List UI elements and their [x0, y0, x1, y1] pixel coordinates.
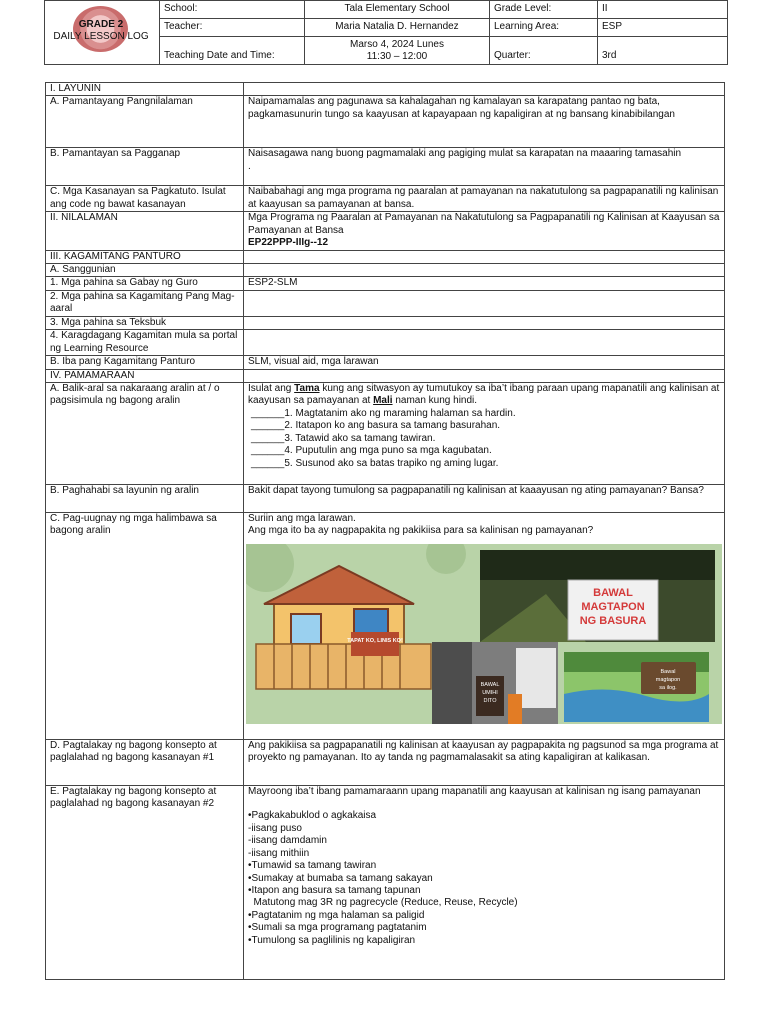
- row-a-value: Naipamamalas ang pagunawa sa kahalagahan ng kamalayan sa karapatang pantao ng bata, pagkamasunurin tungo sa kaayusan at kapayapaan ng kapaligiran at ng bansang kinabibilangan: [244, 96, 725, 148]
- e-intro: Mayroong iba’t ibang pamamaraann upang mapanatili ang kaayusan at kalinisan ng isang pamayanan: [248, 786, 701, 798]
- school-label: School:: [160, 1, 305, 19]
- iba-value: SLM, visual aid, mga larawan: [244, 356, 725, 369]
- nilalaman-label: II. NILALAMAN: [46, 212, 244, 250]
- header-table: [44, 0, 728, 65]
- sign3-text: magtapon: [655, 676, 681, 683]
- s3-label: 3. Mga pahina sa Teksbuk: [46, 316, 244, 329]
- date-value: Marso 4, 2024 Lunes: [350, 39, 444, 50]
- s2-label: 2. Mga pahina sa Kagamitang Pang Mag-aaral: [46, 290, 244, 316]
- list-item: •Pagtatanim ng mga halaman sa paligid: [248, 909, 425, 921]
- uugnay-label: C. Pag-uugnay ng mga halimbawa sa bagong aralin: [46, 513, 244, 740]
- s4-label: 4. Karagdagang Kagamitan mula sa portal ng Learning Resource: [46, 330, 244, 356]
- section-kagamitan: III. KAGAMITANG PANTURO: [46, 250, 244, 263]
- paghahabi-value: Bakit dapat tayong tumulong sa pagpapanatili ng kalinisan at kaaayusan ng ating pamayanan? Bansa?: [244, 485, 725, 513]
- balik-tama: Tama: [294, 383, 320, 395]
- nilalaman-code: EP22PPP-IIIg--12: [248, 237, 329, 249]
- list-item: ______4. Puputulin ang mga puno sa mga kagubatan.: [251, 445, 492, 457]
- s1-label: 1. Mga pahina sa Gabay ng Guro: [46, 277, 244, 290]
- uugnay-line2: Ang mga ito ba ay nagpapakita ng pakikiisa para sa kalinisan ng pamayanan?: [248, 525, 594, 537]
- s1-value: ESP2-SLM: [244, 277, 725, 290]
- sign2-text: BAWAL: [480, 681, 500, 688]
- row-a-label: A. Pamantayang Pangnilalaman: [46, 96, 244, 148]
- leaf-decoration: [246, 544, 294, 592]
- list-item: •Sumali sa mga programang pagtatanim: [248, 922, 427, 934]
- balik-intro-2: kung ang sitwasyon ay tumutukoy sa iba’t ibang paraan upang mapanatili ang kalinisan at kaayusan sa pamayanan at: [248, 383, 720, 407]
- list-item: •Pagkakabuklod o agkakaisa: [248, 810, 377, 822]
- logo-title: DAILY LESSON LOG: [53, 31, 149, 42]
- section-layunin: I. LAYUNIN: [46, 83, 244, 96]
- d-value: Ang pakikiisa sa pagpapanatili ng kalinisan at kaayusan ay pagpapakita ng pagsunod sa mga programa at proyekto ng pamayanan. Ito ay tanda ng pagmamalasakit sa ating kapaligiran at kalikasan.: [244, 740, 725, 786]
- sign1-text: BAWAL: [593, 586, 633, 599]
- list-item: ______1. Magtatanim ako ng maraming halaman sa hardin.: [251, 407, 516, 419]
- sign3-text: sa ilog.: [659, 684, 677, 691]
- quarter-label: Quarter:: [490, 37, 598, 65]
- teacher-value: Maria Natalia D. Hernandez: [305, 19, 490, 37]
- d-label: D. Pagtalakay ng bagong konsepto at paglalahad ng bagong kasanayan #1: [46, 740, 244, 786]
- list-item: Matutong mag 3R ng pagrecycle (Reduce, Reuse, Recycle): [248, 897, 518, 909]
- list-item: •Tumawid sa tamang tawiran: [248, 860, 377, 872]
- river-illustration: [564, 652, 709, 722]
- uugnay-value: [244, 513, 725, 740]
- grade-value: II: [598, 1, 728, 19]
- school-logo: [51, 6, 151, 52]
- sign1-text: NG BASURA: [579, 614, 647, 627]
- date-time-value: [305, 37, 490, 65]
- illustration-panel: [246, 544, 722, 724]
- logo-cell: [45, 1, 160, 65]
- balik-intro-3: naman kung hindi.: [392, 395, 478, 407]
- row-c-label: C. Mga Kasanayan sa Pagkatuto. Isulat ang code ng bawat kasanayan: [46, 186, 244, 212]
- sign2-text: UMIHI: [482, 689, 498, 696]
- e-label: E. Pagtalakay ng bagong konsepto at paglalahad ng bagong kasanayan #2: [46, 786, 244, 980]
- list-item: •Tumulong sa paglilinis ng kapaligiran: [248, 934, 416, 946]
- sign2-text: DITO: [483, 697, 497, 704]
- row-b-value: [244, 148, 725, 186]
- paghahabi-label: B. Paghahabi sa layunin ng aralin: [46, 485, 244, 513]
- balik-label: A. Balik-aral sa nakaraang aralin at / o pagsisimula ng bagong aralin: [46, 383, 244, 485]
- time-value: 11:30 – 12:00: [366, 51, 428, 63]
- sanggunian-label: A. Sanggunian: [46, 264, 244, 277]
- area-label: Learning Area:: [490, 19, 598, 37]
- illustration-svg: [246, 544, 716, 724]
- leaf-decoration: [426, 544, 466, 574]
- uugnay-line1: Suriin ang mga larawan.: [248, 513, 356, 525]
- quarter-value: 3rd: [598, 37, 728, 65]
- teacher-label: Teacher:: [160, 19, 305, 37]
- row-b-dot: .: [248, 160, 251, 172]
- list-item: -iisang damdamin: [248, 835, 327, 847]
- list-item: -iisang mithiin: [248, 847, 310, 859]
- list-item: ______3. Tatawid ako sa tamang tawiran.: [251, 432, 436, 444]
- section-pamamaraan: IV. PAMAMARAAN: [46, 369, 244, 382]
- e-value: [244, 786, 725, 980]
- balik-intro-1: Isulat ang: [248, 383, 295, 395]
- grade-label: Grade Level:: [490, 1, 598, 19]
- balik-value: [244, 383, 725, 485]
- nilalaman-value: [244, 212, 725, 250]
- iba-label: B. Iba pang Kagamitang Panturo: [46, 356, 244, 369]
- list-item: •Itapon ang basura sa tamang tapunan: [248, 884, 421, 896]
- lesson-table: [45, 82, 725, 980]
- sign1-text: MAGTAPON: [581, 600, 645, 613]
- row-c-value: Naibabahagi ang mga programa ng paaralan at pamayanan na nakatutulong sa pagpapanatili ng kalinisan at kaayusan sa pamayanan at bansa.: [244, 186, 725, 212]
- list-item: -iisang puso: [248, 822, 302, 834]
- list-item: ______5. Susunod ako sa batas trapiko ng aming lugar.: [251, 457, 499, 469]
- date-label: Teaching Date and Time:: [160, 37, 305, 65]
- sign3-text: Bawal: [660, 668, 676, 675]
- nilalaman-text: Mga Programa ng Paaralan at Pamayanan na Nakatutulong sa Pagpapanatili ng Kalinisan at Kaayusan sa Pamayanan at Bansa: [248, 212, 720, 236]
- list-item: •Sumakay at bumaba sa tamang sakayan: [248, 872, 433, 884]
- balik-intro: [248, 383, 720, 408]
- list-item: ______2. Itatapon ko ang basura sa tamang basurahan.: [251, 420, 501, 432]
- area-value: ESP: [598, 19, 728, 37]
- school-value: Tala Elementary School: [305, 1, 490, 19]
- row-b-text: Naisasagawa nang buong pagmamalaki ang pagiging mulat sa karapatan na maaaring tamasahin: [248, 148, 682, 160]
- logo-grade: GRADE 2: [78, 19, 124, 30]
- house-sign-text: TAPAT KO, LINIS KO!: [347, 637, 403, 644]
- row-b-label: B. Pamantayan sa Pagganap: [46, 148, 244, 186]
- balik-mali: Mali: [373, 395, 393, 407]
